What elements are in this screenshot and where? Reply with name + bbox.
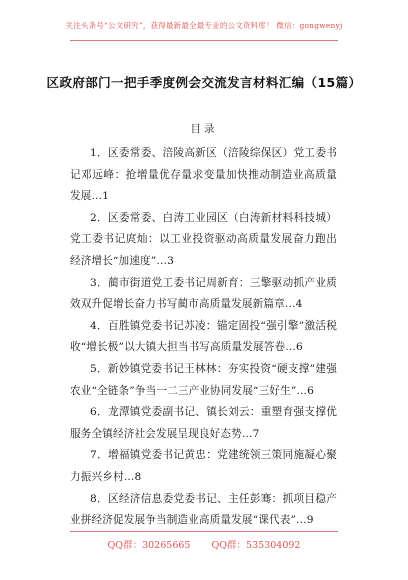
toc-item-4[interactable]: 4．百胜镇党委书记苏凌：锚定固投“强引擎”激活税收“增长极”以大镇大担当书写高质量发展答卷…6 <box>70 319 337 354</box>
qq-group-2: QQ群：535304092 <box>211 540 301 551</box>
header-note: 关注头条号“公文研究”，获得最新最全最专业的公文资料库！ 微信：gongwenyj <box>65 21 343 30</box>
toc-item-6[interactable]: 6．龙潭镇党委副书记、镇长刘云：重塑育强支撑优服务全镇经济社会发展呈现良好态势…7 <box>70 406 337 440</box>
document-title: 区政府部门一把手季度例会交流发言材料汇编（15篇） <box>46 75 362 90</box>
toc-heading: 目录 <box>190 123 218 135</box>
toc-item-8[interactable]: 8．区经济信息委党委书记、主任彭骞：抓项目稳产业拼经济促发展争当制造业高质量发展“课代表”…9 <box>70 492 337 527</box>
qq-group-1: QQ群：30265665 <box>107 540 191 551</box>
toc-item-1[interactable]: 1．区委常委、涪陵高新区（涪陵综保区）党工委书记邓远峰：抢增量优存量求变量加快推动制造业高质量发展…1 <box>70 147 337 203</box>
toc-item-5[interactable]: 5．新妙镇党委书记王林林：夯实投资“硬支撑”建强农业“全链条”争当一二三产业协同发展“三好生”…6 <box>70 362 337 397</box>
toc-list <box>70 143 337 532</box>
footer-contacts <box>0 537 408 551</box>
toc-item-3[interactable]: 3．蔺市街道党工委书记周新育：三擎驱动抓产业质效双升促增长奋力书写蔺市高质量发展新篇章…4 <box>70 276 337 311</box>
header-divider <box>70 40 338 41</box>
toc-item-2[interactable]: 2．区委常委、白涛工业园区（白涛新材料科技城）党工委书记庹灿：以工业投资驱动高质量发展奋力跑出经济增长“加速度”…3 <box>70 211 337 267</box>
footer-divider <box>70 531 338 532</box>
toc-item-7[interactable]: 7．增福镇党委书记黄忠：党建统领三策同施凝心聚力振兴乡村…8 <box>70 449 337 483</box>
